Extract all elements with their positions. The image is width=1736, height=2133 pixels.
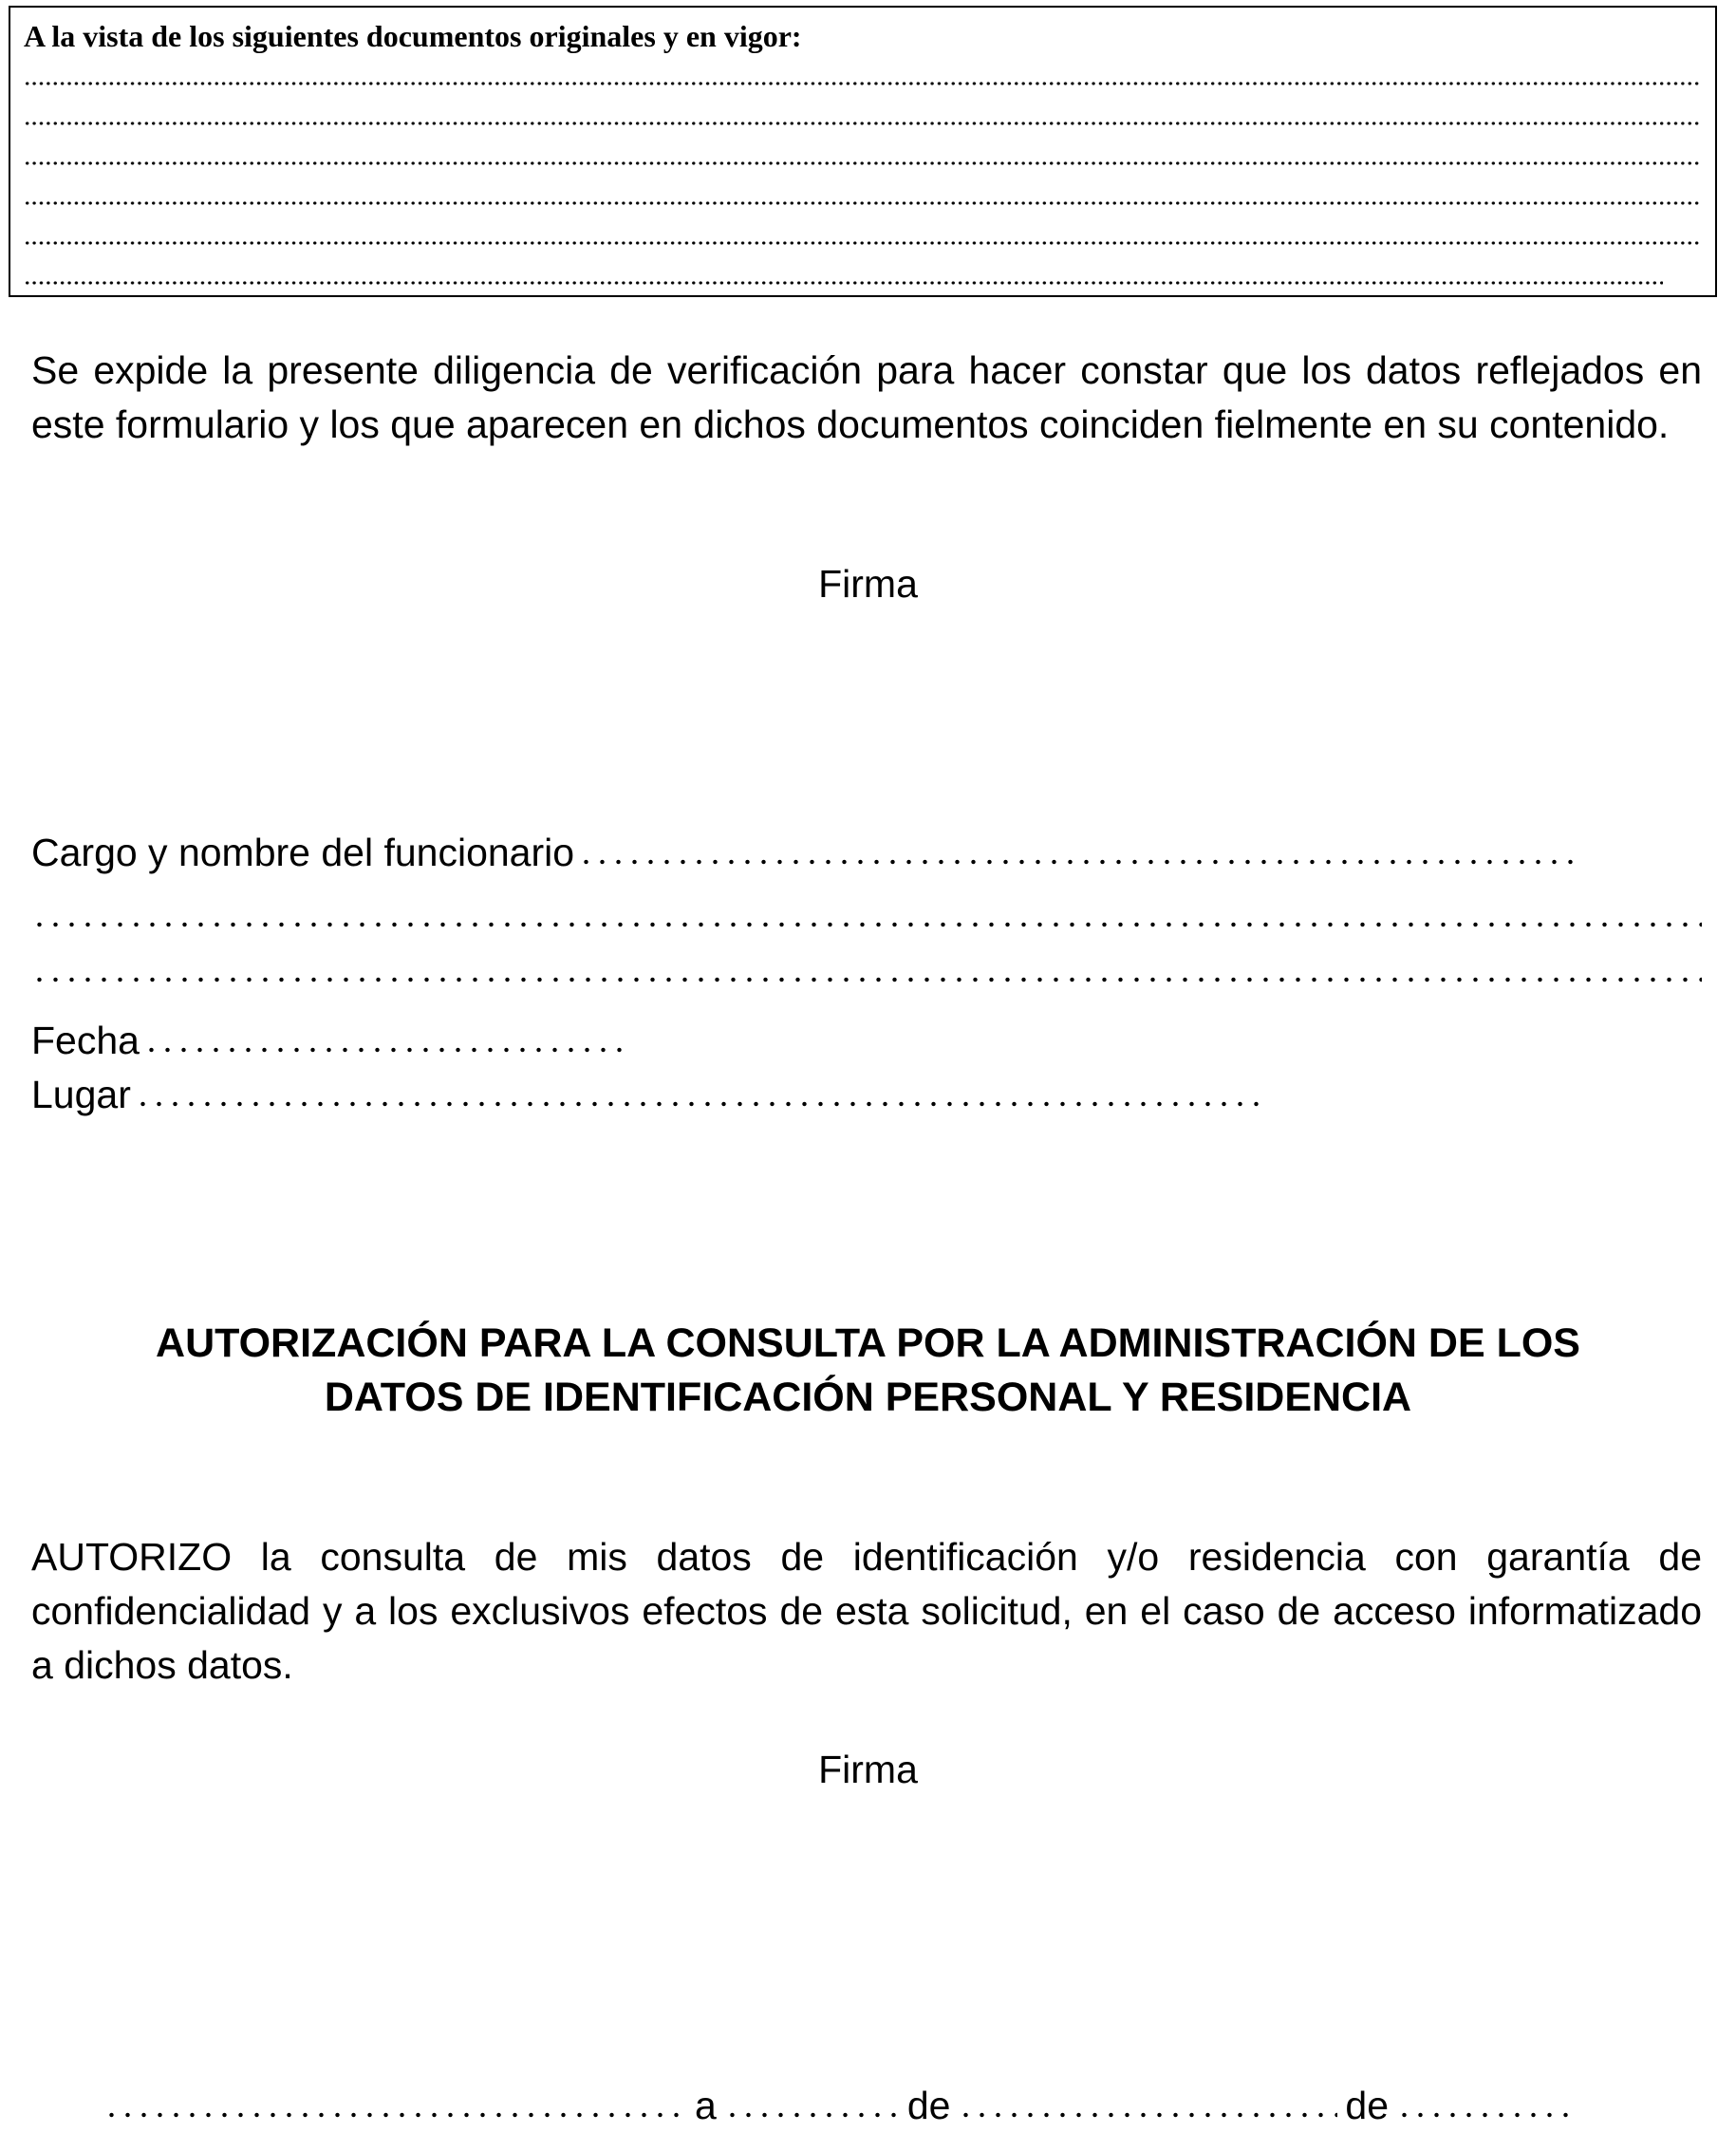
document-entry-line-3[interactable]: [24, 159, 1702, 167]
document-entry-line-6[interactable]: [24, 279, 1663, 287]
authorization-heading-line-1: AUTORIZACIÓN PARA LA CONSULTA POR LA ADMINISTRACIÓN DE LOS: [156, 1320, 1580, 1366]
cargo-input-line[interactable]: [578, 858, 1573, 866]
document-entry-line-4[interactable]: [24, 199, 1702, 207]
cargo-field: [31, 826, 1573, 880]
cargo-label: Cargo y nombre del funcionario: [31, 831, 575, 874]
date-place-line: [103, 2079, 1579, 2133]
firma-label-authorization: Firma: [818, 1748, 918, 1791]
firma-label-verification: Firma: [818, 562, 918, 606]
word-a: a: [695, 2084, 717, 2127]
lugar-field: [31, 1068, 1260, 1122]
authorization-paragraph: AUTORIZO la consulta de mis datos de identificación y/o residencia con garantía de confidencialidad y a los exclusivos efectos de esta solicitud, en el caso de acceso informatizado a dichos datos.: [31, 1535, 1702, 1687]
month-input-line[interactable]: [958, 2111, 1337, 2119]
document-entry-line-1[interactable]: [24, 80, 1702, 87]
word-de-2: de: [1345, 2084, 1390, 2127]
fecha-field: [31, 1014, 632, 1068]
day-input-line[interactable]: [724, 2111, 900, 2119]
verification-paragraph: Se expide la presente diligencia de verificación para hacer constar que los datos reflejados en este formulario y los que aparecen en dichos documentos coinciden fielmente en su contenido.: [31, 348, 1702, 446]
document-entry-line-5[interactable]: [24, 239, 1702, 247]
documents-box-title: A la vista de los siguientes documentos originales y en vigor:: [24, 19, 802, 53]
place-input-line[interactable]: [103, 2111, 687, 2119]
lugar-input-line[interactable]: [135, 1100, 1260, 1108]
fecha-input-line[interactable]: [143, 1046, 632, 1054]
document-entry-line-2[interactable]: [24, 120, 1702, 127]
word-de-1: de: [906, 2084, 951, 2127]
fecha-label: Fecha: [31, 1019, 140, 1062]
authorization-heading-line-2: DATOS DE IDENTIFICACIÓN PERSONAL Y RESIDENCIA: [324, 1375, 1412, 1420]
cargo-continuation-line-2[interactable]: [31, 976, 1702, 983]
cargo-continuation-line-1[interactable]: [31, 921, 1702, 928]
lugar-label: Lugar: [31, 1073, 131, 1116]
year-input-line[interactable]: [1396, 2111, 1572, 2119]
